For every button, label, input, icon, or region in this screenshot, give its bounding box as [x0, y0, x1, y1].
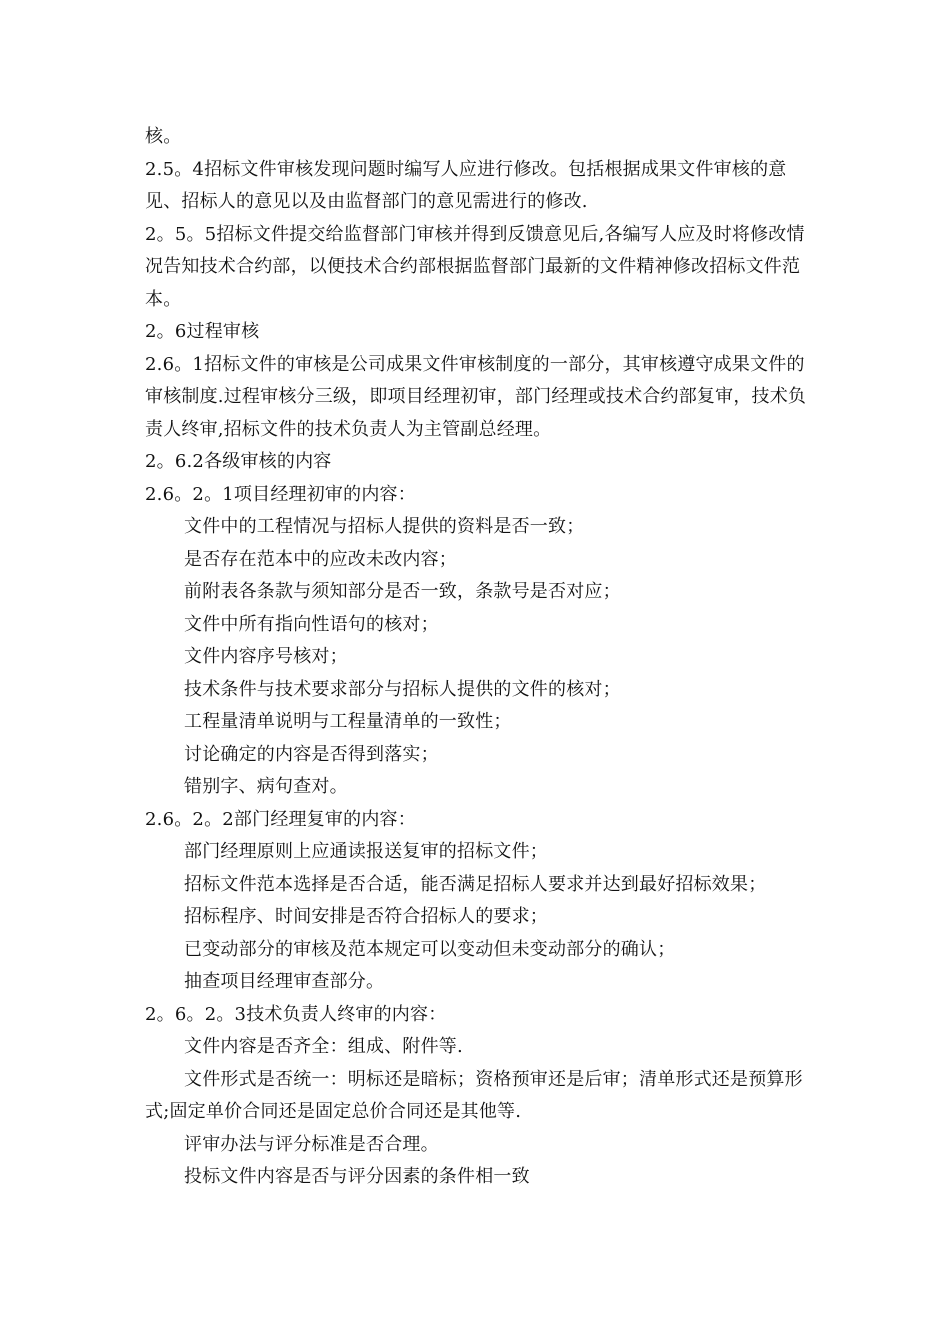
list-item: 部门经理原则上应通读报送复审的招标文件； [184, 841, 548, 862]
list-item: 抽查项目经理审查部分。 [184, 971, 385, 992]
list-item: 讨论确定的内容是否得到落实； [184, 743, 439, 765]
paragraph-continuation: 核。 [145, 126, 182, 147]
list-item: 工程量清单说明与工程量清单的一致性； [184, 711, 512, 732]
heading-2-6: 2。6过程审核 [145, 321, 260, 342]
document-body [145, 121, 815, 1194]
heading-2-6-2: 2。6.2各级审核的内容 [145, 451, 332, 472]
list-item: 招标文件范本选择是否合适，能否满足招标人要求并达到最好招标效果； [184, 873, 767, 895]
list-item: 技术条件与技术要求部分与招标人提供的文件的核对； [184, 678, 621, 700]
list-item: 错别字、病句查对。 [184, 776, 348, 797]
list-item: 文件内容序号核对； [184, 646, 348, 667]
list-item: 文件内容是否齐全：组成、附件等. [184, 1036, 463, 1057]
heading-2-6-2-1: 2.6。2。1项目经理初审的内容： [145, 483, 416, 505]
list-item: 文件中的工程情况与招标人提供的资料是否一致； [184, 516, 585, 537]
paragraph-2-5-4: 2.5。4招标文件审核发现问题时编写人应进行修改。包括根据成果文件审核的意见、招标人的意见以及由监督部门的意见需进行的修改. [145, 158, 787, 212]
heading-2-6-2-2: 2.6。2。2部门经理复审的内容： [145, 808, 416, 830]
paragraph-2-6-1: 2.6。1招标文件的审核是公司成果文件审核制度的一部分，其审核遵守成果文件的审核制度.过程审核分三级，即项目经理初审，部门经理或技术合约部复审，技术负责人终审,招标文件的技术负责人为主管副总经理。 [145, 353, 807, 440]
list-item: 是否存在范本中的应改未改内容； [184, 548, 457, 570]
list-item: 已变动部分的审核及范本规定可以变动但未变动部分的确认； [184, 938, 676, 960]
list-item: 投标文件内容是否与评分因素的条件相一致 [184, 1166, 530, 1187]
heading-2-6-2-3: 2。6。2。3技术负责人终审的内容： [145, 1003, 447, 1025]
paragraph-2-5-5: 2。5。5招标文件提交给监督部门审核并得到反馈意见后,各编写人应及时将修改情况告知技术合约部，以便技术合约部根据监督部门最新的文件精神修改招标文件范本。 [145, 223, 805, 310]
list-item: 前附表各条款与须知部分是否一致，条款号是否对应； [184, 581, 621, 602]
list-item: 文件中所有指向性语句的核对； [184, 613, 439, 635]
list-item: 文件形式是否统一：明标还是暗标；资格预审还是后审；清单形式还是预算形式;固定单价合同还是固定总价合同还是其他等. [145, 1068, 803, 1122]
list-item: 评审办法与评分标准是否合理。 [184, 1133, 439, 1155]
list-item: 招标程序、时间安排是否符合招标人的要求； [184, 906, 548, 927]
